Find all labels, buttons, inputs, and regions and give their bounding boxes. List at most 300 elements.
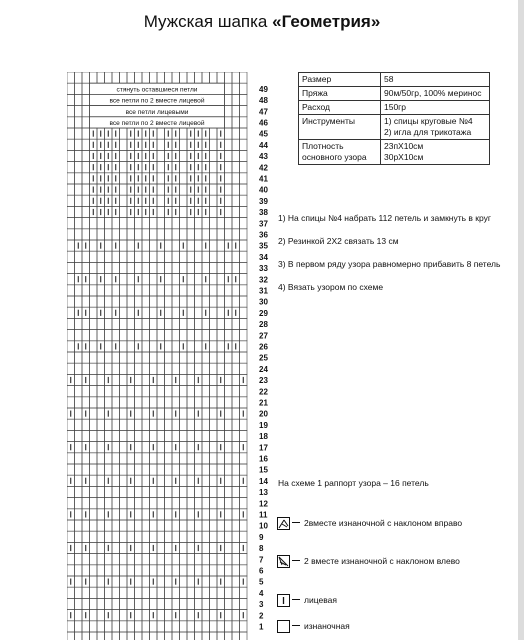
chart-cell xyxy=(150,587,158,598)
chart-cell xyxy=(97,587,105,598)
chart-cell xyxy=(187,218,195,229)
row-number: 23 xyxy=(259,376,268,386)
chart-cell xyxy=(210,240,218,251)
chart-cell xyxy=(82,285,90,296)
chart-cell xyxy=(202,486,210,497)
chart-cell xyxy=(180,330,188,341)
chart-cell xyxy=(232,229,240,240)
chart-cell xyxy=(195,453,203,464)
chart-cell xyxy=(105,430,113,441)
info-row-usage xyxy=(299,101,490,115)
chart-cell xyxy=(112,464,120,475)
chart-cell xyxy=(120,430,128,441)
row-number: 8 xyxy=(259,544,264,554)
chart-cell xyxy=(142,307,150,318)
row-number: 36 xyxy=(259,230,268,240)
chart-cell xyxy=(180,598,188,609)
chart-cell xyxy=(150,341,158,352)
chart-cell xyxy=(165,565,173,576)
chart-cell xyxy=(135,587,143,598)
chart-cell xyxy=(142,341,150,352)
chart-cell xyxy=(210,173,218,184)
chart-cell xyxy=(90,240,98,251)
chart-cell xyxy=(225,621,233,632)
chart-cell xyxy=(240,352,248,363)
chart-cell xyxy=(90,531,98,542)
chart-cell xyxy=(195,285,203,296)
chart-cell xyxy=(165,486,173,497)
chart-cell xyxy=(75,621,83,632)
chart-cell xyxy=(210,262,218,273)
chart-cell xyxy=(112,363,120,374)
size-label: Размер xyxy=(299,73,381,87)
row-number: 1 xyxy=(259,622,264,632)
chart-cell xyxy=(180,554,188,565)
chart-cell xyxy=(97,374,105,385)
chart-cell xyxy=(75,486,83,497)
chart-cell xyxy=(232,610,240,621)
chart-cell xyxy=(142,554,150,565)
chart-cell xyxy=(150,621,158,632)
chart-cell xyxy=(90,386,98,397)
chart-cell xyxy=(97,598,105,609)
chart-cell xyxy=(112,262,120,273)
chart-cell xyxy=(165,587,173,598)
chart-cell xyxy=(75,598,83,609)
chart-cell xyxy=(195,262,203,273)
chart-cell xyxy=(165,621,173,632)
chart-cell xyxy=(225,509,233,520)
chart-cell xyxy=(225,464,233,475)
chart-cell xyxy=(97,229,105,240)
chart-cell xyxy=(75,251,83,262)
chart-cell xyxy=(240,386,248,397)
page-title: Мужская шапка «Геометрия» xyxy=(143,12,381,31)
chart-cell xyxy=(180,173,188,184)
chart-cell xyxy=(75,218,83,229)
row-number: 4 xyxy=(259,588,264,598)
chart-cell xyxy=(135,330,143,341)
chart-cell xyxy=(112,218,120,229)
chart-cell xyxy=(240,184,248,195)
chart-cell xyxy=(120,251,128,262)
chart-cell xyxy=(120,419,128,430)
chart-cell xyxy=(232,83,240,94)
chart-cell xyxy=(217,229,225,240)
row-number: 41 xyxy=(259,174,268,184)
chart-cell xyxy=(67,363,75,374)
chart-cell xyxy=(240,274,248,285)
chart-cell xyxy=(217,363,225,374)
chart-cell xyxy=(67,307,75,318)
chart-cell xyxy=(75,106,83,117)
chart-cell xyxy=(217,587,225,598)
chart-cell xyxy=(97,520,105,531)
chart-cell xyxy=(157,509,165,520)
chart-cell xyxy=(142,229,150,240)
chart-cell xyxy=(172,498,180,509)
chart-cell xyxy=(120,442,128,453)
chart-cell xyxy=(150,632,158,640)
chart-cell xyxy=(210,475,218,486)
chart-cell xyxy=(232,296,240,307)
chart-cell xyxy=(112,610,120,621)
chart-cell xyxy=(120,542,128,553)
chart-cell xyxy=(187,610,195,621)
row-number: 38 xyxy=(259,208,268,218)
chart-cell xyxy=(67,330,75,341)
chart-cell xyxy=(75,229,83,240)
chart-cell xyxy=(195,307,203,318)
chart-cell xyxy=(210,341,218,352)
chart-cell xyxy=(180,587,188,598)
chart-cell xyxy=(172,386,180,397)
chart-cell xyxy=(157,139,165,150)
chart-cell xyxy=(135,386,143,397)
chart-cell xyxy=(135,374,143,385)
chart-cell xyxy=(232,587,240,598)
chart-cell xyxy=(210,419,218,430)
chart-cell xyxy=(195,531,203,542)
chart-cell xyxy=(210,195,218,206)
chart-cell xyxy=(172,587,180,598)
chart-cell xyxy=(232,184,240,195)
chart-cell xyxy=(150,554,158,565)
chart-cell xyxy=(232,453,240,464)
row-number: 19 xyxy=(259,420,268,430)
chart-cell xyxy=(187,363,195,374)
chart-cell xyxy=(202,296,210,307)
chart-cell xyxy=(150,218,158,229)
chart-cell xyxy=(120,509,128,520)
chart-cell xyxy=(165,554,173,565)
chart-cell xyxy=(240,128,248,139)
chart-cell xyxy=(217,531,225,542)
step-2: 2) Резинкой 2Х2 связать 13 см xyxy=(278,236,399,246)
chart-cell xyxy=(217,453,225,464)
chart-cell xyxy=(105,296,113,307)
chart-cell xyxy=(165,442,173,453)
chart-cell xyxy=(150,285,158,296)
chart-cell xyxy=(217,341,225,352)
chart-cell xyxy=(172,453,180,464)
chart-cell xyxy=(232,218,240,229)
chart-cell xyxy=(142,240,150,251)
chart-cell xyxy=(210,352,218,363)
chart-cell xyxy=(90,285,98,296)
chart-cell xyxy=(187,498,195,509)
chart-cell xyxy=(172,341,180,352)
chart-cell xyxy=(210,386,218,397)
chart-cell xyxy=(165,218,173,229)
chart-cell xyxy=(127,330,135,341)
chart-cell xyxy=(210,632,218,640)
chart-cell xyxy=(150,274,158,285)
chart-cell xyxy=(195,229,203,240)
chart-cell xyxy=(67,83,75,94)
chart-cell xyxy=(90,621,98,632)
chart-cell xyxy=(127,464,135,475)
chart-cell xyxy=(67,285,75,296)
chart-cell xyxy=(120,610,128,621)
chart-cell xyxy=(195,554,203,565)
chart-cell xyxy=(97,285,105,296)
chart-cell xyxy=(157,162,165,173)
chart-cell xyxy=(150,262,158,273)
chart-cell xyxy=(105,632,113,640)
chart-cell xyxy=(105,352,113,363)
chart-cell xyxy=(112,486,120,497)
chart-cell xyxy=(240,341,248,352)
chart-cell xyxy=(150,397,158,408)
chart-cell xyxy=(210,509,218,520)
chart-cell xyxy=(210,139,218,150)
chart-cell xyxy=(75,475,83,486)
chart-cell xyxy=(232,128,240,139)
chart-cell xyxy=(187,374,195,385)
chart-cell xyxy=(187,520,195,531)
chart-cell xyxy=(67,240,75,251)
chart-cell xyxy=(165,240,173,251)
chart-cell xyxy=(232,498,240,509)
chart-cell xyxy=(82,587,90,598)
chart-cell xyxy=(165,274,173,285)
chart-cell xyxy=(120,341,128,352)
row-number: 42 xyxy=(259,163,268,173)
chart-cell xyxy=(135,453,143,464)
chart-cell xyxy=(135,419,143,430)
chart-cell xyxy=(120,262,128,273)
chart-cell xyxy=(225,520,233,531)
chart-cell xyxy=(112,386,120,397)
chart-cell xyxy=(120,374,128,385)
chart-cell xyxy=(232,352,240,363)
chart-cell xyxy=(157,285,165,296)
chart-cell xyxy=(75,554,83,565)
row-number: 30 xyxy=(259,297,268,307)
chart-cell xyxy=(157,453,165,464)
row-number: 15 xyxy=(259,465,268,475)
chart-cell xyxy=(210,498,218,509)
chart-cell xyxy=(135,363,143,374)
chart-cell xyxy=(75,206,83,217)
chart-cell xyxy=(172,565,180,576)
chart-cell xyxy=(157,408,165,419)
chart-cell xyxy=(120,318,128,329)
chart-cell xyxy=(112,229,120,240)
chart-cell xyxy=(195,430,203,441)
chart-cell xyxy=(225,72,233,83)
chart-cell xyxy=(217,330,225,341)
chart-cell xyxy=(105,565,113,576)
chart-cell xyxy=(135,285,143,296)
chart-cell xyxy=(112,453,120,464)
chart-cell xyxy=(232,206,240,217)
chart-cell xyxy=(232,251,240,262)
chart-cell xyxy=(210,464,218,475)
chart-cell xyxy=(202,576,210,587)
chart-cell xyxy=(232,173,240,184)
chart-cell xyxy=(202,363,210,374)
chart-cell xyxy=(135,408,143,419)
chart-cell xyxy=(157,206,165,217)
chart-cell xyxy=(217,430,225,441)
chart-cell xyxy=(97,475,105,486)
decrease-left-icon xyxy=(277,555,290,568)
chart-cell xyxy=(142,598,150,609)
chart-cell xyxy=(67,72,75,83)
chart-cell xyxy=(135,486,143,497)
chart-cell xyxy=(82,386,90,397)
knitting-chart xyxy=(67,72,277,640)
chart-cell xyxy=(97,453,105,464)
chart-cell xyxy=(202,218,210,229)
row-number: 11 xyxy=(259,510,268,520)
chart-cell xyxy=(135,498,143,509)
chart-cell xyxy=(157,464,165,475)
chart-cell xyxy=(165,397,173,408)
chart-cell xyxy=(180,486,188,497)
row-number: 34 xyxy=(259,252,268,262)
chart-cell xyxy=(120,274,128,285)
chart-cell xyxy=(232,520,240,531)
chart-cell xyxy=(105,621,113,632)
chart-cell xyxy=(67,632,75,640)
chart-cell xyxy=(180,262,188,273)
chart-cell xyxy=(135,610,143,621)
chart-cell xyxy=(67,296,75,307)
chart-cell xyxy=(232,318,240,329)
chart-cell xyxy=(165,374,173,385)
chart-cell xyxy=(105,531,113,542)
chart-cell xyxy=(225,94,233,105)
chart-cell xyxy=(172,397,180,408)
chart-cell xyxy=(225,318,233,329)
chart-cell xyxy=(187,397,195,408)
chart-cell xyxy=(202,520,210,531)
chart-cell xyxy=(120,139,128,150)
chart-cell xyxy=(142,363,150,374)
chart-cell xyxy=(120,128,128,139)
chart-cell xyxy=(90,72,98,83)
chart-cell xyxy=(142,374,150,385)
chart-cell xyxy=(165,430,173,441)
chart-cell xyxy=(202,587,210,598)
chart-cell xyxy=(90,565,98,576)
chart-instruction-label: все петли лицевыми xyxy=(125,108,189,116)
chart-cell xyxy=(135,442,143,453)
chart-cell xyxy=(75,184,83,195)
chart-cell xyxy=(97,430,105,441)
chart-cell xyxy=(195,587,203,598)
chart-cell xyxy=(142,251,150,262)
row-number: 49 xyxy=(259,84,268,94)
chart-cell xyxy=(97,408,105,419)
chart-cell xyxy=(232,117,240,128)
chart-cell xyxy=(180,229,188,240)
chart-cell xyxy=(142,576,150,587)
chart-cell xyxy=(195,520,203,531)
chart-cell xyxy=(210,621,218,632)
chart-cell xyxy=(172,229,180,240)
chart-cell xyxy=(135,576,143,587)
chart-cell xyxy=(195,419,203,430)
chart-cell xyxy=(157,542,165,553)
chart-cell xyxy=(75,117,83,128)
chart-cell xyxy=(82,229,90,240)
chart-cell xyxy=(112,531,120,542)
chart-cell xyxy=(75,464,83,475)
chart-cell xyxy=(225,363,233,374)
chart-cell xyxy=(210,486,218,497)
chart-cell xyxy=(165,542,173,553)
chart-cell xyxy=(67,162,75,173)
chart-cell xyxy=(127,621,135,632)
chart-cell xyxy=(210,542,218,553)
info-row-density xyxy=(299,140,490,165)
chart-cell xyxy=(150,307,158,318)
chart-cell xyxy=(187,430,195,441)
chart-cell xyxy=(165,352,173,363)
chart-cell xyxy=(82,173,90,184)
chart-cell xyxy=(180,150,188,161)
chart-cell xyxy=(67,106,75,117)
chart-cell xyxy=(165,576,173,587)
chart-cell xyxy=(172,240,180,251)
chart-cell xyxy=(105,464,113,475)
chart-cell xyxy=(165,632,173,640)
chart-cell xyxy=(142,419,150,430)
chart-cell xyxy=(180,296,188,307)
chart-cell xyxy=(232,621,240,632)
chart-cell xyxy=(75,262,83,273)
chart-cell xyxy=(225,229,233,240)
chart-cell xyxy=(225,430,233,441)
chart-cell xyxy=(82,464,90,475)
chart-cell xyxy=(180,453,188,464)
chart-cell xyxy=(240,318,248,329)
chart-cell xyxy=(142,587,150,598)
chart-cell xyxy=(232,542,240,553)
chart-cell xyxy=(112,554,120,565)
chart-cell xyxy=(105,587,113,598)
chart-cell xyxy=(240,251,248,262)
chart-cell xyxy=(120,162,128,173)
chart-cell xyxy=(157,486,165,497)
chart-cell xyxy=(210,610,218,621)
chart-cell xyxy=(90,610,98,621)
chart-cell xyxy=(172,218,180,229)
chart-cell xyxy=(150,598,158,609)
chart-cell xyxy=(112,408,120,419)
chart-cell xyxy=(217,240,225,251)
chart-cell xyxy=(187,587,195,598)
chart-cell xyxy=(195,397,203,408)
chart-cell xyxy=(232,509,240,520)
chart-instruction-label: все петли по 2 вместе лицевой xyxy=(109,120,205,127)
chart-cell xyxy=(127,554,135,565)
chart-cell xyxy=(120,464,128,475)
chart-cell xyxy=(240,106,248,117)
chart-cell xyxy=(217,621,225,632)
row-number: 20 xyxy=(259,409,268,419)
chart-cell xyxy=(127,307,135,318)
chart-cell xyxy=(112,285,120,296)
chart-cell xyxy=(82,330,90,341)
chart-cell xyxy=(225,206,233,217)
chart-cell xyxy=(172,285,180,296)
chart-cell xyxy=(195,72,203,83)
